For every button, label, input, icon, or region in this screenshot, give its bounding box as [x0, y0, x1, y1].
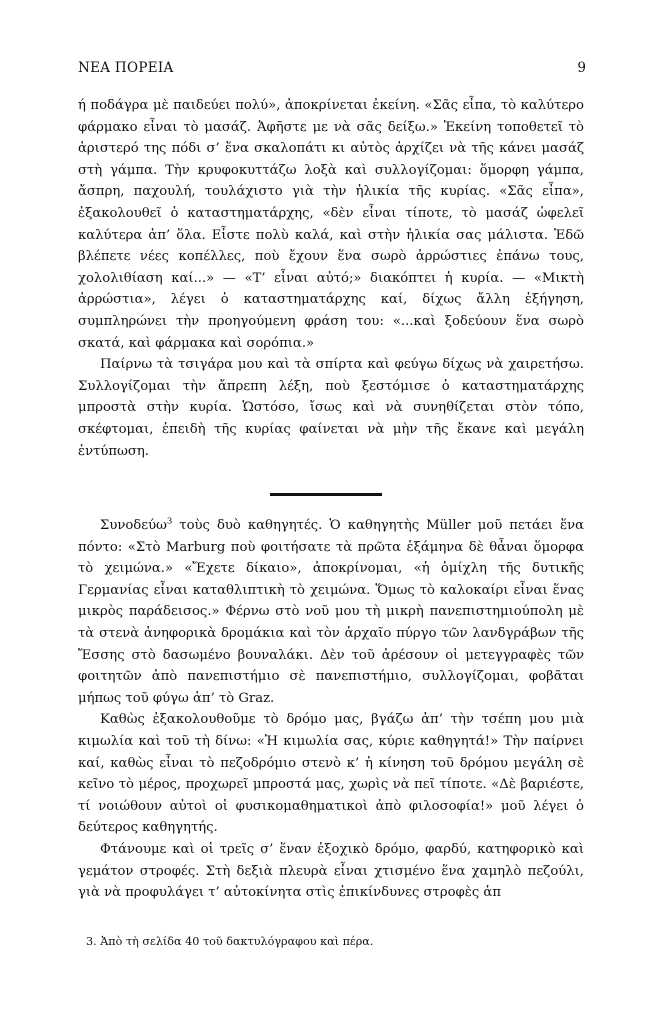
- text-section-1: [78, 95, 584, 462]
- footnote-reference: 3: [166, 516, 173, 527]
- paragraph: Καθὼς ἐξακολουθοῦμε τὸ δρόμο μας, βγάζω ἀπ’ τὴν τσέπη μου μιὰ κιμωλία καὶ τοῦ τὴ δίνω: «Ἡ κιμωλία σας, κύριε καθηγητά!» Τὴν παίρνει καί, καθὼς εἶναι τὸ πεζοδρόμιο στενὸ κ’ ἡ κίνηση τοῦ δρόμου μεγάλη σὲ κεῖνο τὸ μέρος, προχωρεῖ μπροστά μας, χωρὶς νὰ πεῖ τίποτε. «Δὲ βαριέστε, τί νοιώθουν αὐτοὶ οἱ φυσικομαθηματικοὶ ἀπὸ φιλοσοφία!» μοῦ λέγει ὁ δεύτερος καθηγητής.: [78, 712, 584, 836]
- paragraph-rest: τοὺς δυὸ καθηγητές. Ὁ καθηγητὴς Müller μοῦ πετάει ἕνα πόντο: «Στὸ Marburg ποὺ φοιτήσατε τὰ πρῶτα ἑξάμηνα δὲ θἆναι ὅμορφα τὸ χειμώνα.» «Ἔχετε δίκαιο», ἀποκρίνομαι, «ἡ ὁμίχλη τῆς δυτικῆς Γερμανίας εἶναι καταθλιπτικὴ τὸ χειμώνα. Ὅμως τὸ καλοκαίρι εἶναι ἕνας μικρὸς παράδεισος.» Φέρνω στὸ νοῦ μου τὴ μικρὴ πανεπιστημιούπολη μὲ τὰ στενὰ ἀνηφορικὰ δρομάκια καὶ τὸν ἀρχαῖο πύργο τῶν λανδγράβων τῆς Ἔσσης στὸ δασωμένο βουναλάκι. Δὲν τοῦ ἀρέσουν οἱ μετεγγραφὲς τῶν φοιτητῶν ἀπὸ πανεπιστήμιο σὲ πανεπιστήμιο, συλλογίζομαι, φοβᾶται μήπως τοῦ φύγω ἀπ’ τὸ Graz.: [78, 518, 584, 706]
- paragraph: Φτάνουμε καὶ οἱ τρεῖς σ’ ἕναν ἐξοχικὸ δρόμο, φαρδύ, κατηφορικὸ καὶ γεμάτον στροφές. Στὴ δεξιὰ πλευρὰ εἶναι χτισμένο ἕνα χαμηλὸ πεζούλι, γιὰ νὰ προφυλάγει τ’ αὐτοκίνητα στὶς ἐπικίνδυνες στροφὲς ἀπ: [78, 841, 584, 901]
- page-number: 9: [577, 60, 586, 76]
- journal-title: ΝΕΑ ΠΟΡΕΙΑ: [78, 60, 174, 76]
- paragraph: [78, 515, 584, 709]
- footnote: 3. Ἀπὸ τὴ σελίδα 40 τοῦ δακτυλόγραφου καὶ πέρα.: [86, 935, 374, 948]
- running-head: [78, 60, 586, 80]
- paragraph-start: Συνοδεύω: [100, 518, 167, 533]
- text-section-2: [78, 515, 584, 904]
- paragraph: Παίρνω τὰ τσιγάρα μου καὶ τὰ σπίρτα καὶ φεύγω δίχως νὰ χαιρετήσω. Συλλογίζομαι τὴν ἄπρεπη λέξη, ποὺ ξεστόμισε ὁ καταστηματάρχης μπροστὰ στὴν κυρία. Ὡστόσο, ἴσως καὶ νὰ συνηθίζεται στὸν τόπο, σκέφτομαι, ἐπειδὴ τῆς κυρίας φαίνεται νὰ μὴν τῆς ἔκανε καὶ μεγάλη ἐντύπωση.: [78, 357, 584, 459]
- section-divider: [270, 493, 382, 496]
- paragraph: ή ποδάγρα μὲ παιδεύει πολύ», ἀποκρίνεται ἐκείνη. «Σᾶς εἶπα, τὸ καλύτερο φάρμακο εἶναι τὸ μασάζ. Ἀφῆστε με νὰ σᾶς δείξω.» Ἐκείνη τοποθετεῖ τὸ ἀριστερό της πόδι σ’ ἕνα σκαλοπάτι κι αὐτὸς ἀρχίζει νὰ τῆς κάνει μασάζ στὴ γάμπα. Τὴν κρυφοκυττάζω λοξὰ καὶ συλλογίζομαι: ὅμορφη γάμπα, ἄσπρη, παχουλή, τουλάχιστο γιὰ τὴν ἡλικία τῆς κυρίας. «Σᾶς εἶπα», ἐξακολουθεῖ ὁ καταστηματάρχης, «δὲν εἶναι τίποτε, τὸ μασάζ ὠφελεῖ καλύτερα ἀπ’ ὅλα. Εἶστε πολὺ καλά, καὶ στὴν ἡλικία σας μάλιστα. Ἐδῶ βλέπετε νέες κοπέλλες, ποὺ ἔχουν ἕνα σωρὸ ἀρρώστιες ἐπάνω τους, χολολιθίαση καί...» — «Τ’ εἶναι αὐτό;» διακόπτει ἡ κυρία. — «Μικτὴ ἀρρώστια», λέγει ὁ καταστηματάρχης καί, δίχως ἄλλη ἐξήγηση, συμπληρώνει τὴν προηγούμενη φράση του: «...καὶ ξοδεύουν ἕνα σωρὸ σκατά, καὶ φάρμακα καὶ σορόπια.»: [78, 98, 584, 351]
